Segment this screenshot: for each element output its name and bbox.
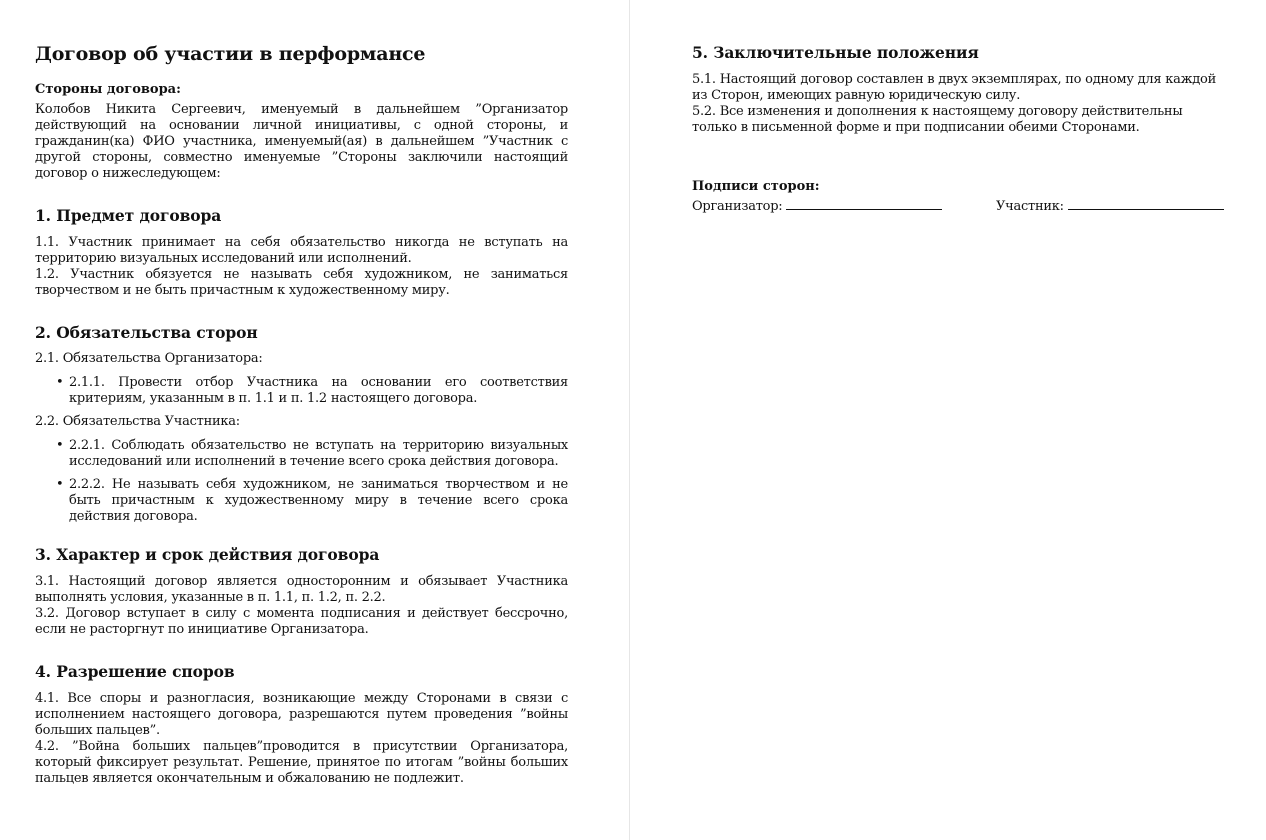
section-1-heading: 1. Предмет договора [35,206,222,225]
bullet-icon: • [56,438,64,453]
section-4-heading: 4. Разрешение споров [35,662,235,681]
section-2-heading: 2. Обязательства сторон [35,323,258,342]
organizer-obligations-list [35,375,568,407]
bullet-icon: • [56,477,64,492]
section-5-heading: 5. Заключительные положения [692,43,979,62]
participant-signature-line [1068,197,1224,210]
page-right [692,43,1226,217]
list-item [56,477,568,525]
bullet-icon: • [56,375,64,390]
list-item-text: 2.1.1. Провести отбор Участника на основании его соответствия критериям, указанным в п. 1.1 и п. 1.2 настоящего договора. [69,375,568,406]
signatures-heading: Подписи сторон: [692,179,820,194]
participant-obligations-list [35,438,568,525]
organizer-signature [692,197,942,215]
page-divider [629,0,630,840]
list-item [56,375,568,407]
parties-text: Колобов Никита Сергеевич, именуемый в дальнейшем ”Организатор действующий на основании личной инициативы, с одной стороны, и гражданин(ка) ФИО участника, именуемый(ая) в дальнейшем ”Участник с другой стороны, совместно именуемые ”Стороны заключили настоящий договор о нижеследующем: [35,102,568,181]
clause-5-2: 5.2. Все изменения и дополнения к настоящему договору действительны только в письменной форме и при подписании обеими Сторонами. [692,104,1183,135]
organizer-signature-line [786,197,942,210]
page-left [35,41,568,787]
participant-signature [996,197,1224,215]
parties-heading: Стороны договора: [35,82,181,97]
list-item-text: 2.2.1. Соблюдать обязательство не вступать на территорию визуальных исследований или исполнений в течение всего срока действия договора. [69,438,568,469]
list-item-text: 2.2.2. Не называть себя художником, не заниматься творчеством и не быть причастным к художественному миру в течение всего срока действия договора. [69,477,568,524]
signatures-row [692,197,1226,217]
clause-3-1: 3.1. Настоящий договор является односторонним и обязывает Участника выполнять условия, указанные в п. 1.1, п. 1.2, п. 2.2. [35,574,568,605]
clause-1-1: 1.1. Участник принимает на себя обязательство никогда не вступать на территорию визуальных исследований или исполнений. [35,235,568,266]
organizer-obligations-label: 2.1. Обязательства Организатора: [35,351,263,366]
clause-1-2: 1.2. Участник обязуется не называть себя художником, не заниматься творчеством и не быть причастным к художественному миру. [35,267,568,298]
clause-3-2: 3.2. Договор вступает в силу с момента подписания и действует бессрочно, если не расторгнут по инициативе Организатора. [35,606,568,637]
participant-obligations-label: 2.2. Обязательства Участника: [35,414,240,429]
clause-5-1: 5.1. Настоящий договор составлен в двух экземплярах, по одному для каждой из Сторон, имеющих равную юридическую силу. [692,72,1217,103]
document-title: Договор об участии в перформансе [35,43,426,65]
clause-4-1: 4.1. Все споры и разногласия, возникающие между Сторонами в связи с исполнением настоящего договора, разрешаются путем проведения ”войны больших пальцев”. [35,691,568,738]
organizer-signature-label: Организатор: [692,199,783,214]
participant-signature-label: Участник: [996,199,1064,214]
clause-4-2: 4.2. ”Война больших пальцев”проводится в присутствии Организатора, который фиксирует результат. Решение, принятое по итогам ”войны больших пальцев является окончательным и обжалованию не подлежит. [35,739,568,786]
list-item [56,438,568,470]
section-3-heading: 3. Характер и срок действия договора [35,545,380,564]
